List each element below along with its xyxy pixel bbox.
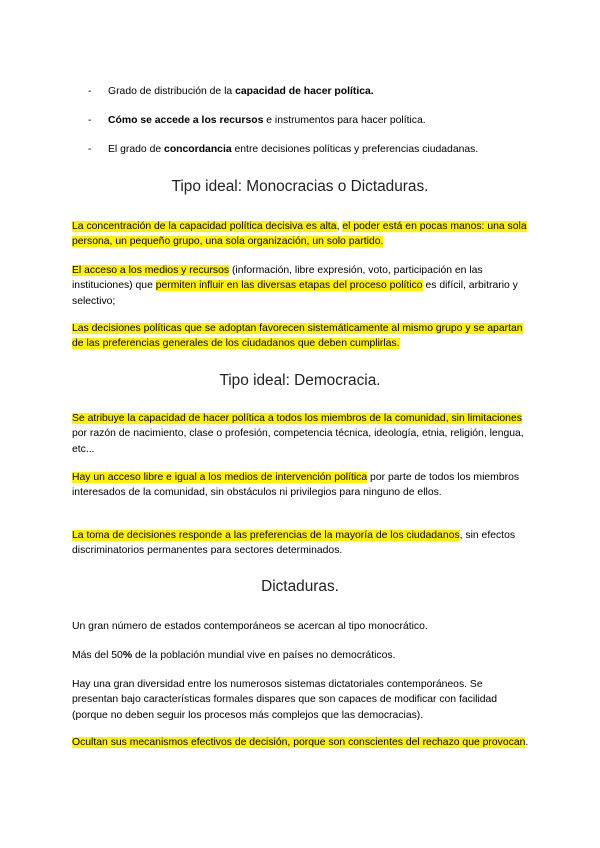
paragraph-democracia-capacity: Se atribuye la capacidad de hacer política a todos los miembros de la comunidad, sin limitaciones por razón de nacimiento, clase o profesión, competencia técnica, ideología, etnia, religión, lengua, etc... xyxy=(72,413,524,455)
bullet-dash: - xyxy=(88,144,92,155)
bullet-item xyxy=(88,143,568,157)
paragraph-dictaduras-diversity: Hay una gran diversidad entre los numerosos sistemas dictatoriales contemporáneos. Se presentan bajo características formales dispares que son capaces de modificar con facilidad (porque no deben seguir los procesos más complejos que las democracias). xyxy=(72,679,498,721)
paragraph-monocracias-concentration: La concentración de la capacidad política decisiva es alta, el poder está en pocas manos: una sola persona, un pequeño grupo, una sola organización, un solo partido. xyxy=(72,221,527,248)
bullet-list xyxy=(88,85,568,172)
bullet-text: El grado de concordancia entre decisiones políticas y preferencias ciudadanas. xyxy=(108,144,479,155)
paragraph-democracia-access: Hay un acceso libre e igual a los medios de intervención política por parte de todos los miembros interesados de la comunidad, sin obstáculos ni privilegios para ninguno de ellos. xyxy=(72,472,520,499)
bullet-dash: - xyxy=(88,86,92,97)
paragraph-monocracias-access: El acceso a los medios y recursos (información, libre expresión, voto, participación en las instituciones) que permiten influir en las diversas etapas del proceso político es difícil, arbitrario y selectivo; xyxy=(72,265,518,307)
paragraph-dictaduras-population: Más del 50% de la población mundial vive en países no democráticos. xyxy=(72,650,396,661)
heading-democracia: Tipo ideal: Democracia. xyxy=(219,372,381,389)
paragraph-dictaduras-conceal: Ocultan sus mecanismos efectivos de decisión, porque son conscientes del rechazo que provocan. xyxy=(72,737,529,748)
bullet-item xyxy=(88,85,568,99)
heading-dictaduras: Dictaduras. xyxy=(261,578,339,595)
bullet-text: Grado de distribución de la capacidad de hacer política. xyxy=(108,86,374,97)
paragraph-democracia-decisions: La toma de decisiones responde a las preferencias de la mayoría de los ciudadanos, sin efectos discriminatorios permanentes para sectores determinados. xyxy=(72,530,516,557)
bullet-item xyxy=(88,114,568,128)
bullet-text: Cómo se accede a los recursos e instrumentos para hacer política. xyxy=(108,115,426,126)
paragraph-dictaduras-states: Un gran número de estados contemporáneos se acercan al tipo monocrático. xyxy=(72,621,428,632)
bullet-dash: - xyxy=(88,115,92,126)
heading-monocracias: Tipo ideal: Monocracias o Dictaduras. xyxy=(171,178,429,195)
paragraph-monocracias-decisions: Las decisiones políticas que se adoptan favorecen sistemáticamente al mismo grupo y se apartan de las preferencias generales de los ciudadanos que deben cumplirlas. xyxy=(72,323,523,350)
